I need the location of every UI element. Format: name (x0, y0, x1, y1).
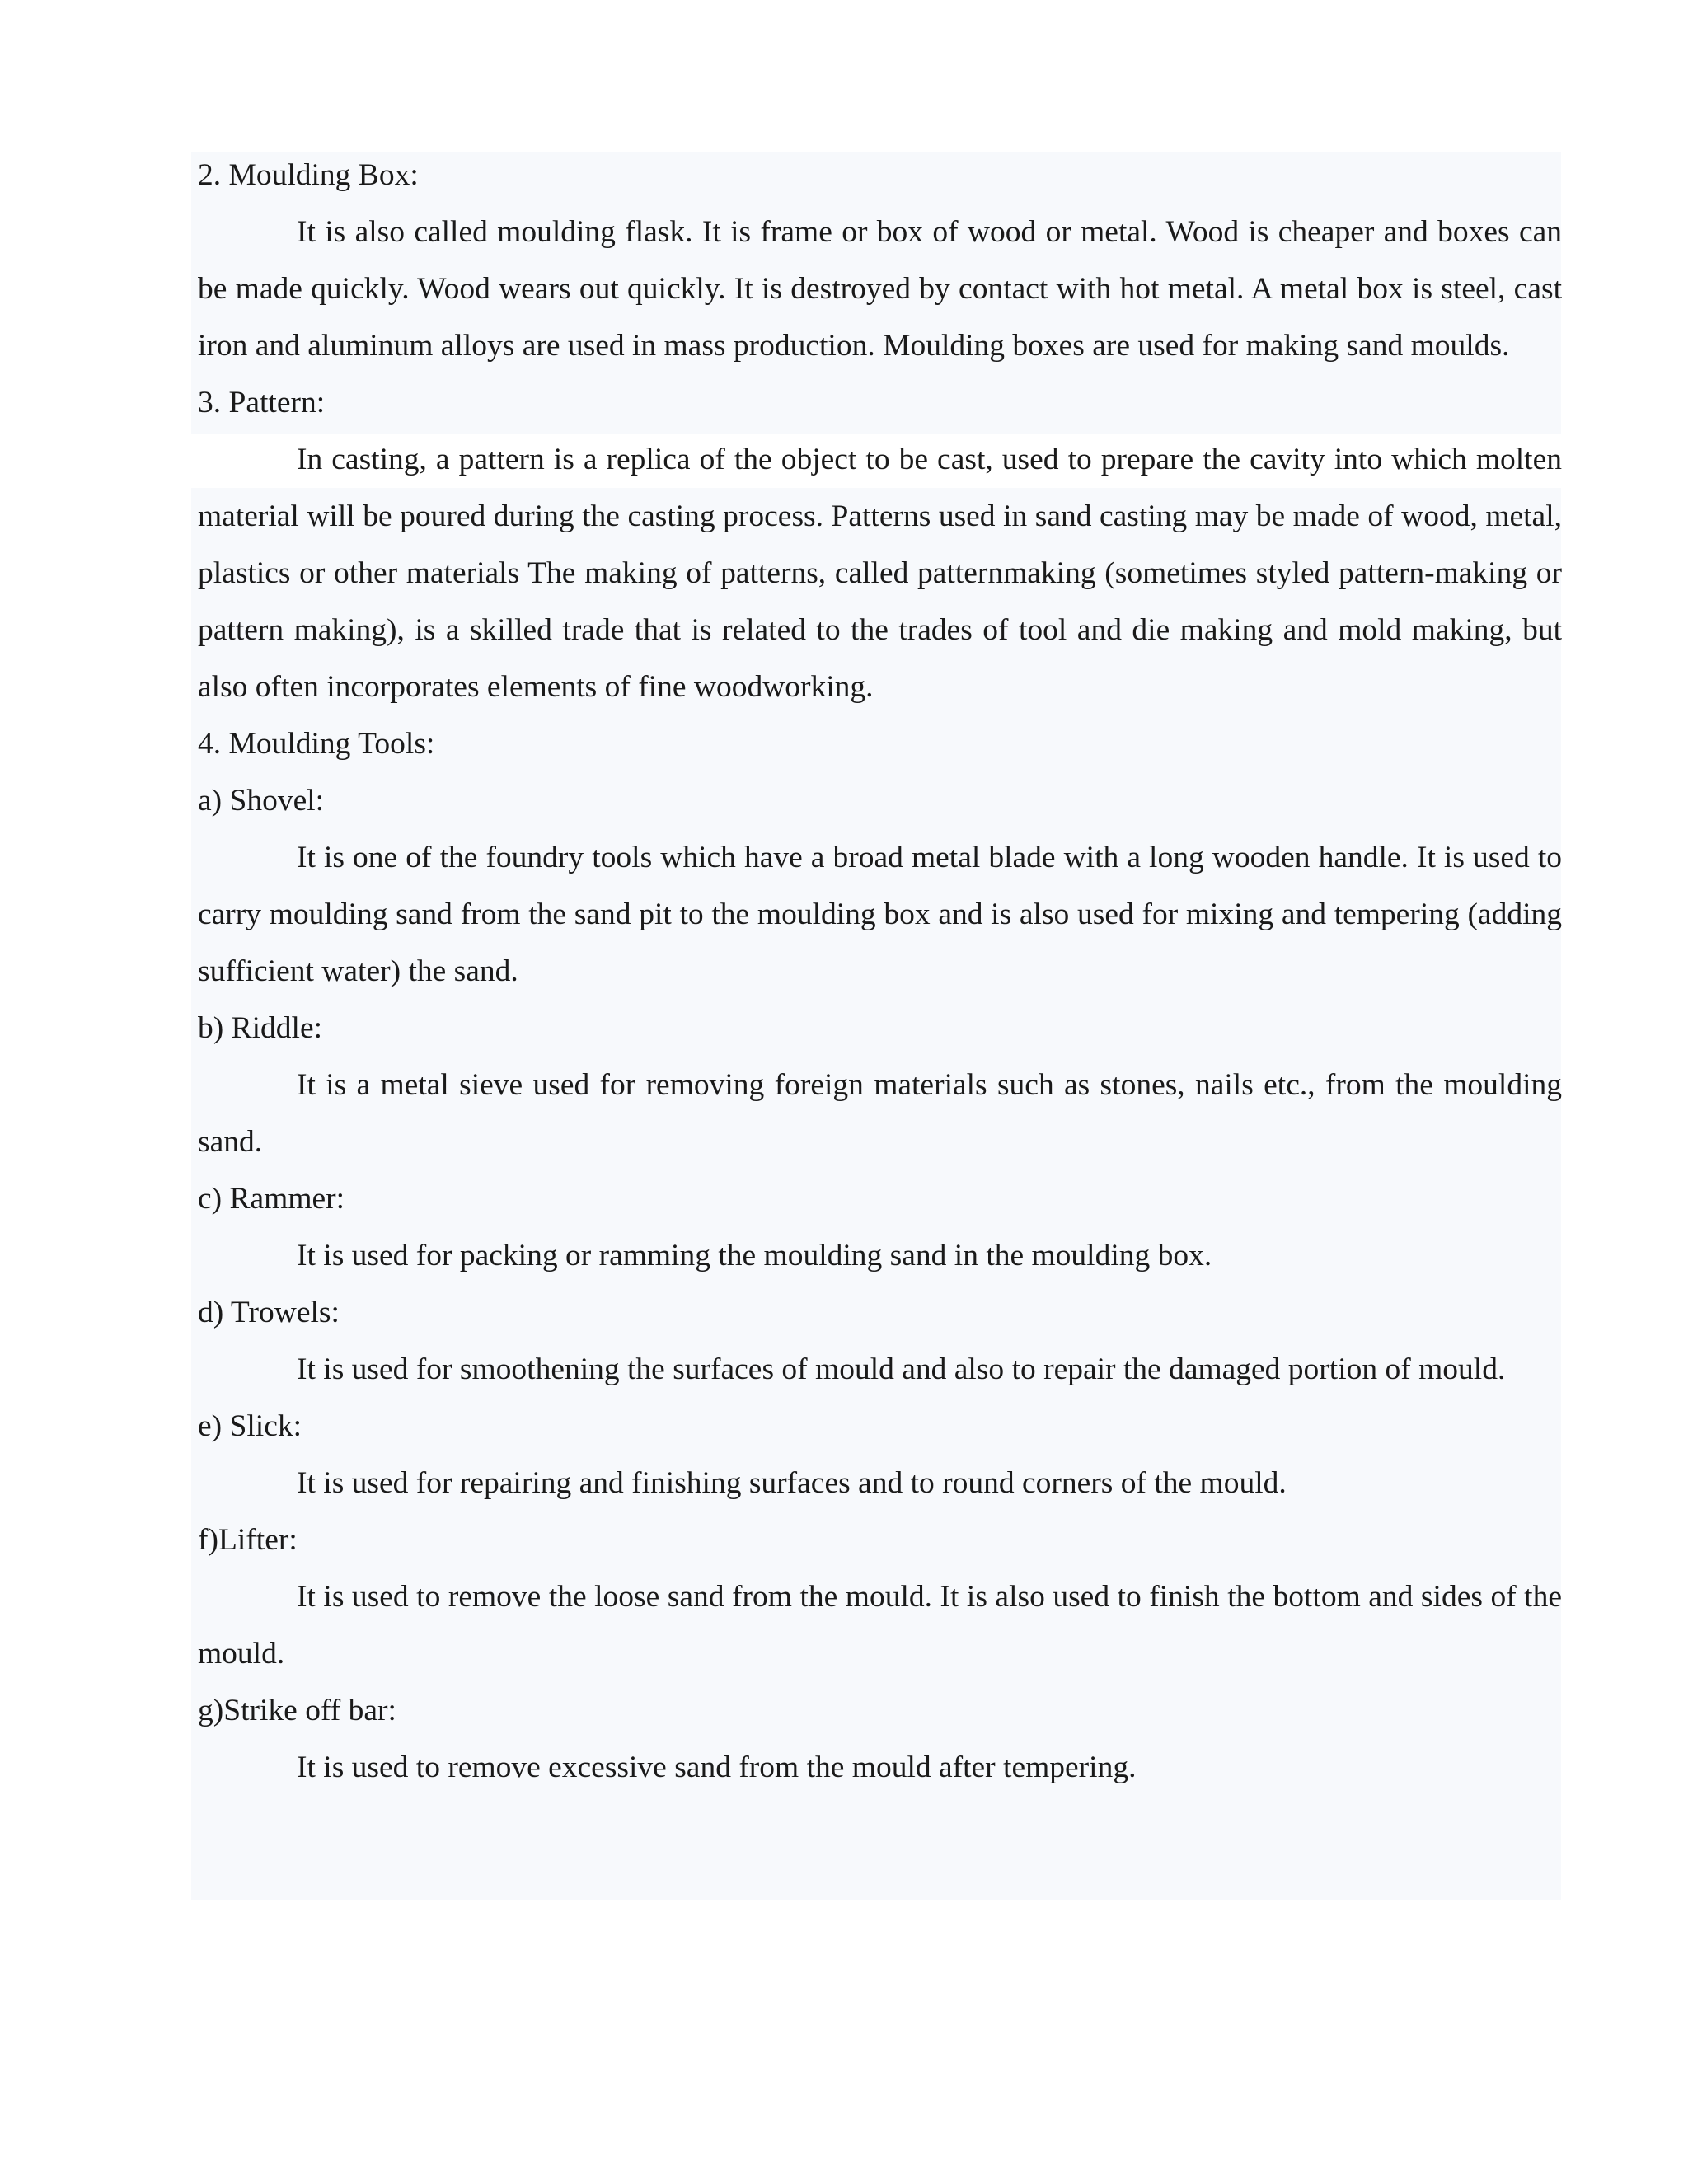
heading-moulding-box: 2. Moulding Box: (198, 158, 419, 192)
paragraph-pattern: In casting, a pattern is a replica of the object to be cast, used to prepare the cavity into which molten material will be poured during the casting process. Patterns used in sand casting may be made of wood, metal, plastics or other materials The making of patterns, called patternmaking (sometimes styled pattern-making or pattern making), is a skilled trade that is related to the trades of tool and die making and mold making, but also often incorporates elements of fine woodworking. (198, 443, 1562, 704)
paragraph-riddle: It is a metal sieve used for removing foreign materials such as stones, nails etc., from the moulding sand. (198, 1068, 1562, 1159)
paragraph-strike-off-bar: It is used to remove excessive sand from the mould after tempering. (297, 1750, 1137, 1784)
heading-rammer: c) Rammer: (198, 1182, 345, 1216)
document-body (198, 147, 1562, 1796)
heading-strike-off-bar: g)Strike off bar: (198, 1694, 396, 1727)
heading-shovel: a) Shovel: (198, 784, 325, 818)
heading-lifter: f)Lifter: (198, 1523, 298, 1557)
heading-trowels: d) Trowels: (198, 1296, 340, 1329)
paragraph-trowels: It is used for smoothening the surfaces of mould and also to repair the damaged portion of mould. (297, 1352, 1506, 1386)
heading-pattern: 3. Pattern: (198, 386, 326, 419)
heading-riddle: b) Riddle: (198, 1011, 323, 1045)
paragraph-lifter: It is used to remove the loose sand from the mould. It is also used to finish the bottom and sides of the mould. (198, 1580, 1562, 1671)
heading-moulding-tools: 4. Moulding Tools: (198, 727, 435, 761)
paragraph-shovel: It is one of the foundry tools which have a broad metal blade with a long wooden handle. It is used to carry moulding sand from the sand pit to the moulding box and is also used for mixing and tempering (adding sufficient water) the sand. (198, 841, 1562, 988)
heading-slick: e) Slick: (198, 1409, 302, 1443)
paragraph-moulding-box: It is also called moulding flask. It is frame or box of wood or metal. Wood is cheaper and boxes can be made quickly. Wood wears out quickly. It is destroyed by contact with hot metal. A metal box is steel, cast iron and aluminum alloys are used in mass production. Moulding boxes are used for making sand moulds. (198, 215, 1562, 363)
paragraph-rammer: It is used for packing or ramming the moulding sand in the moulding box. (297, 1239, 1212, 1272)
paragraph-slick: It is used for repairing and finishing surfaces and to round corners of the mould. (297, 1466, 1287, 1500)
